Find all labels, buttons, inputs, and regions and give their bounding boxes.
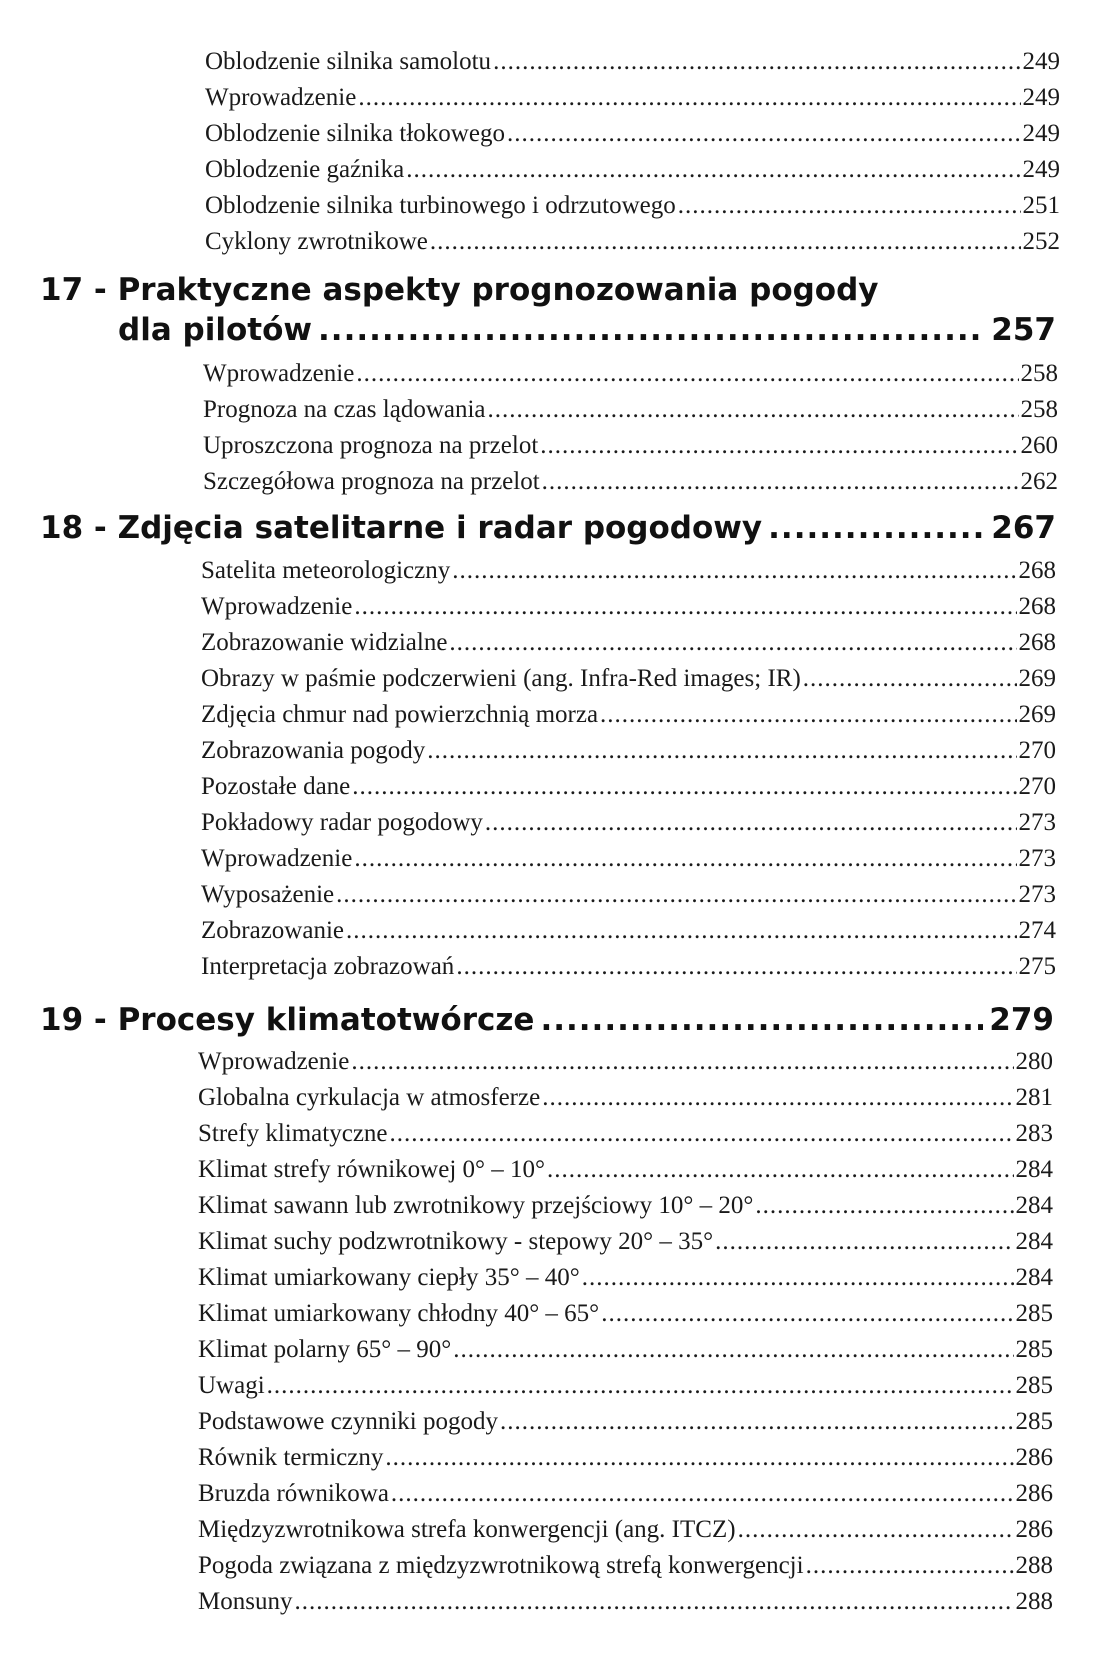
dot-leader	[356, 356, 1018, 392]
toc-entry[interactable]	[201, 805, 1056, 841]
dot-leader	[390, 1116, 1014, 1152]
toc-entry[interactable]	[201, 697, 1056, 733]
toc-entry[interactable]	[205, 152, 1060, 188]
toc-entry[interactable]	[201, 625, 1056, 661]
chapter-heading-17-line2[interactable]	[118, 310, 1056, 350]
dot-leader	[267, 1368, 1014, 1404]
toc-entry-title: Międzyzwrotnikowa strefa konwergencji (ang. ITCZ)	[198, 1516, 736, 1543]
toc-entry[interactable]	[198, 1116, 1053, 1152]
toc-entry-title: Oblodzenie silnika tłokowego	[205, 120, 505, 147]
toc-entry-page: 285	[1015, 1336, 1053, 1363]
toc-entry-title: Równik termiczny	[198, 1444, 384, 1471]
toc-entry-title: Szczegółowa prognoza na przelot	[203, 468, 540, 495]
toc-entry-title: Wprowadzenie	[201, 845, 353, 872]
toc-entry-page: 252	[1022, 228, 1060, 255]
toc-entry[interactable]	[201, 877, 1056, 913]
dot-leader	[385, 1440, 1013, 1476]
toc-entry[interactable]	[198, 1260, 1053, 1296]
toc-entry-title: Interpretacja zobrazowań	[201, 953, 455, 980]
dot-leader	[678, 188, 1021, 224]
dot-leader	[542, 1080, 1013, 1116]
chapter-heading-18[interactable]	[40, 508, 1056, 548]
toc-entry-title: Pozostałe dane	[201, 773, 351, 800]
toc-entry[interactable]	[205, 44, 1060, 80]
chapter-page: 257	[991, 312, 1056, 348]
toc-entry-page: 280	[1015, 1048, 1053, 1075]
toc-entry[interactable]	[205, 116, 1060, 152]
toc-entry[interactable]	[198, 1368, 1053, 1404]
dot-leader	[351, 1044, 1013, 1080]
dot-leader	[336, 877, 1016, 913]
toc-entry-title: Oblodzenie silnika samolotu	[205, 48, 492, 75]
toc-entry-title: Uwagi	[198, 1372, 265, 1399]
toc-entry-title: Oblodzenie gaźnika	[205, 156, 405, 183]
toc-entry[interactable]	[201, 913, 1056, 949]
dot-leader	[547, 1152, 1013, 1188]
toc-entry-page: 268	[1018, 557, 1056, 584]
chapter-heading-17[interactable]	[40, 272, 879, 308]
toc-entry[interactable]	[205, 224, 1060, 260]
dot-leader	[493, 44, 1020, 80]
dot-leader	[582, 1260, 1014, 1296]
chapter-heading-19[interactable]	[40, 1000, 1054, 1040]
dot-leader	[354, 841, 1016, 877]
chapter-title-continued: dla pilotów	[118, 312, 313, 348]
toc-entry-title: Zdjęcia chmur nad powierzchnią morza	[201, 701, 599, 728]
toc-entry[interactable]	[198, 1296, 1053, 1332]
dot-leader	[540, 1000, 983, 1040]
toc-entry-title: Globalna cyrkulacja w atmosferze	[198, 1084, 541, 1111]
toc-entry-page: 249	[1022, 156, 1060, 183]
chapter-page: 279	[989, 1002, 1054, 1038]
chapter-title: 19 - Procesy klimatotwórcze	[40, 1002, 535, 1038]
dot-leader	[452, 553, 1016, 589]
dot-leader	[500, 1404, 1014, 1440]
toc-entry[interactable]	[201, 553, 1056, 589]
toc-entry-page: 270	[1018, 737, 1056, 764]
toc-entry[interactable]	[198, 1512, 1053, 1548]
dot-leader	[600, 697, 1016, 733]
toc-entry[interactable]	[205, 188, 1060, 224]
toc-entry-title: Cyklony zwrotnikowe	[205, 228, 428, 255]
toc-entry-title: Pogoda związana z międzyzwrotnikową strefą konwergencji	[198, 1552, 804, 1579]
toc-entry-title: Wyposażenie	[201, 881, 335, 908]
dot-leader	[358, 80, 1020, 116]
dot-leader	[806, 1548, 1014, 1584]
toc-entry-page: 258	[1020, 360, 1058, 387]
toc-entry[interactable]	[198, 1152, 1053, 1188]
toc-entry[interactable]	[201, 841, 1056, 877]
dot-leader	[427, 733, 1016, 769]
toc-entry-title: Oblodzenie silnika turbinowego i odrzutowego	[205, 192, 676, 219]
toc-entry[interactable]	[201, 661, 1056, 697]
toc-entry-page: 286	[1015, 1444, 1053, 1471]
dot-leader	[738, 1512, 1014, 1548]
dot-leader	[346, 913, 1017, 949]
toc-entry-page: 285	[1015, 1300, 1053, 1327]
toc-entry-page: 273	[1018, 845, 1056, 872]
dot-leader	[354, 589, 1016, 625]
toc-entry-page: 284	[1015, 1264, 1053, 1291]
dot-leader	[294, 1584, 1013, 1620]
dot-leader	[488, 392, 1019, 428]
toc-entry-page: 284	[1015, 1228, 1053, 1255]
toc-entry[interactable]	[201, 733, 1056, 769]
toc-entry-page: 283	[1015, 1120, 1053, 1147]
chapter-page: 267	[991, 510, 1056, 546]
toc-entry-title: Strefy klimatyczne	[198, 1120, 388, 1147]
toc-entry[interactable]	[198, 1044, 1053, 1080]
dot-leader	[485, 805, 1017, 841]
dot-leader	[406, 152, 1020, 188]
dot-leader	[542, 464, 1019, 500]
toc-entry-title: Wprowadzenie	[203, 360, 355, 387]
dot-leader	[456, 949, 1016, 985]
toc-entry-page: 258	[1020, 396, 1058, 423]
toc-entry[interactable]	[198, 1224, 1053, 1260]
dot-leader	[507, 116, 1021, 152]
toc-entry-title: Klimat strefy równikowej 0° – 10°	[198, 1156, 546, 1183]
toc-entry-title: Wprowadzenie	[205, 84, 357, 111]
toc-entry-title: Zobrazowanie	[201, 917, 344, 944]
toc-entry-title: Pokładowy radar pogodowy	[201, 809, 483, 836]
toc-entry-page: 288	[1015, 1588, 1053, 1615]
toc-entry-title: Bruzda równikowa	[198, 1480, 389, 1507]
toc-entry[interactable]	[205, 80, 1060, 116]
toc-entry-page: 275	[1018, 953, 1056, 980]
toc-entry[interactable]	[203, 428, 1058, 464]
toc-entry[interactable]	[198, 1188, 1053, 1224]
toc-entry-title: Klimat umiarkowany chłodny 40° – 65°	[198, 1300, 600, 1327]
toc-entry[interactable]	[198, 1332, 1053, 1368]
toc-entry-page: 286	[1015, 1516, 1053, 1543]
toc-entry[interactable]	[203, 464, 1058, 500]
dot-leader	[352, 769, 1016, 805]
toc-entry-page: 284	[1015, 1192, 1053, 1219]
toc-entry-title: Uproszczona prognoza na przelot	[203, 432, 539, 459]
dot-leader	[715, 1224, 1013, 1260]
dot-leader	[601, 1296, 1013, 1332]
toc-entry-page: 268	[1018, 593, 1056, 620]
toc-entry[interactable]	[198, 1440, 1053, 1476]
toc-entry-title: Wprowadzenie	[201, 593, 353, 620]
toc-entry-page: 285	[1015, 1372, 1053, 1399]
toc-entry[interactable]	[201, 949, 1056, 985]
dot-leader	[318, 310, 985, 350]
dot-leader	[803, 661, 1017, 697]
dot-leader	[755, 1188, 1013, 1224]
chapter-title: 17 - Praktyczne aspekty prognozowania pogody	[40, 272, 879, 308]
toc-entry-page: 249	[1022, 84, 1060, 111]
dot-leader	[453, 1332, 1013, 1368]
dot-leader	[449, 625, 1016, 661]
toc-entry-title: Prognoza na czas lądowania	[203, 396, 486, 423]
toc-entry[interactable]	[198, 1548, 1053, 1584]
toc-entry-title: Klimat suchy podzwrotnikowy - stepowy 20° – 35°	[198, 1228, 714, 1255]
chapter-title: 18 - Zdjęcia satelitarne i radar pogodowy	[40, 510, 763, 546]
toc-entry-page: 286	[1015, 1480, 1053, 1507]
dot-leader	[391, 1476, 1014, 1512]
toc-entry-page: 269	[1018, 701, 1056, 728]
toc-entry-title: Satelita meteorologiczny	[201, 557, 451, 584]
toc-entry-title: Obrazy w paśmie podczerwieni (ang. Infra-Red images; IR)	[201, 665, 801, 692]
toc-entry-page: 288	[1015, 1552, 1053, 1579]
toc-entry-title: Monsuny	[198, 1588, 293, 1615]
dot-leader	[540, 428, 1018, 464]
toc-entry[interactable]	[198, 1404, 1053, 1440]
toc-entry-title: Zobrazowania pogody	[201, 737, 426, 764]
toc-entry-page: 270	[1018, 773, 1056, 800]
toc-entry-page: 269	[1018, 665, 1056, 692]
toc-entry-page: 251	[1022, 192, 1060, 219]
toc-entry-page: 274	[1018, 917, 1056, 944]
toc-entry-page: 273	[1018, 881, 1056, 908]
toc-entry[interactable]	[203, 356, 1058, 392]
toc-entry-title: Klimat polarny 65° – 90°	[198, 1336, 452, 1363]
toc-entry-page: 284	[1015, 1156, 1053, 1183]
toc-entry[interactable]	[201, 769, 1056, 805]
toc-entry-page: 262	[1020, 468, 1058, 495]
toc-entry-page: 281	[1015, 1084, 1053, 1111]
toc-entry-page: 249	[1022, 48, 1060, 75]
toc-entry-page: 260	[1020, 432, 1058, 459]
toc-entry[interactable]	[198, 1476, 1053, 1512]
toc-entry-page: 249	[1022, 120, 1060, 147]
toc-entry-title: Klimat sawann lub zwrotnikowy przejściowy 10° – 20°	[198, 1192, 754, 1219]
toc-entry[interactable]	[203, 392, 1058, 428]
toc-entry-title: Wprowadzenie	[198, 1048, 350, 1075]
dot-leader	[768, 508, 985, 548]
toc-entry[interactable]	[201, 589, 1056, 625]
toc-entry[interactable]	[198, 1080, 1053, 1116]
toc-entry-title: Klimat umiarkowany ciepły 35° – 40°	[198, 1264, 580, 1291]
toc-entry[interactable]	[198, 1584, 1053, 1620]
toc-entry-title: Zobrazowanie widzialne	[201, 629, 448, 656]
toc-entry-page: 285	[1015, 1408, 1053, 1435]
toc-entry-page: 268	[1018, 629, 1056, 656]
toc-entry-title: Podstawowe czynniki pogody	[198, 1408, 498, 1435]
toc-entry-page: 273	[1018, 809, 1056, 836]
dot-leader	[430, 224, 1021, 260]
